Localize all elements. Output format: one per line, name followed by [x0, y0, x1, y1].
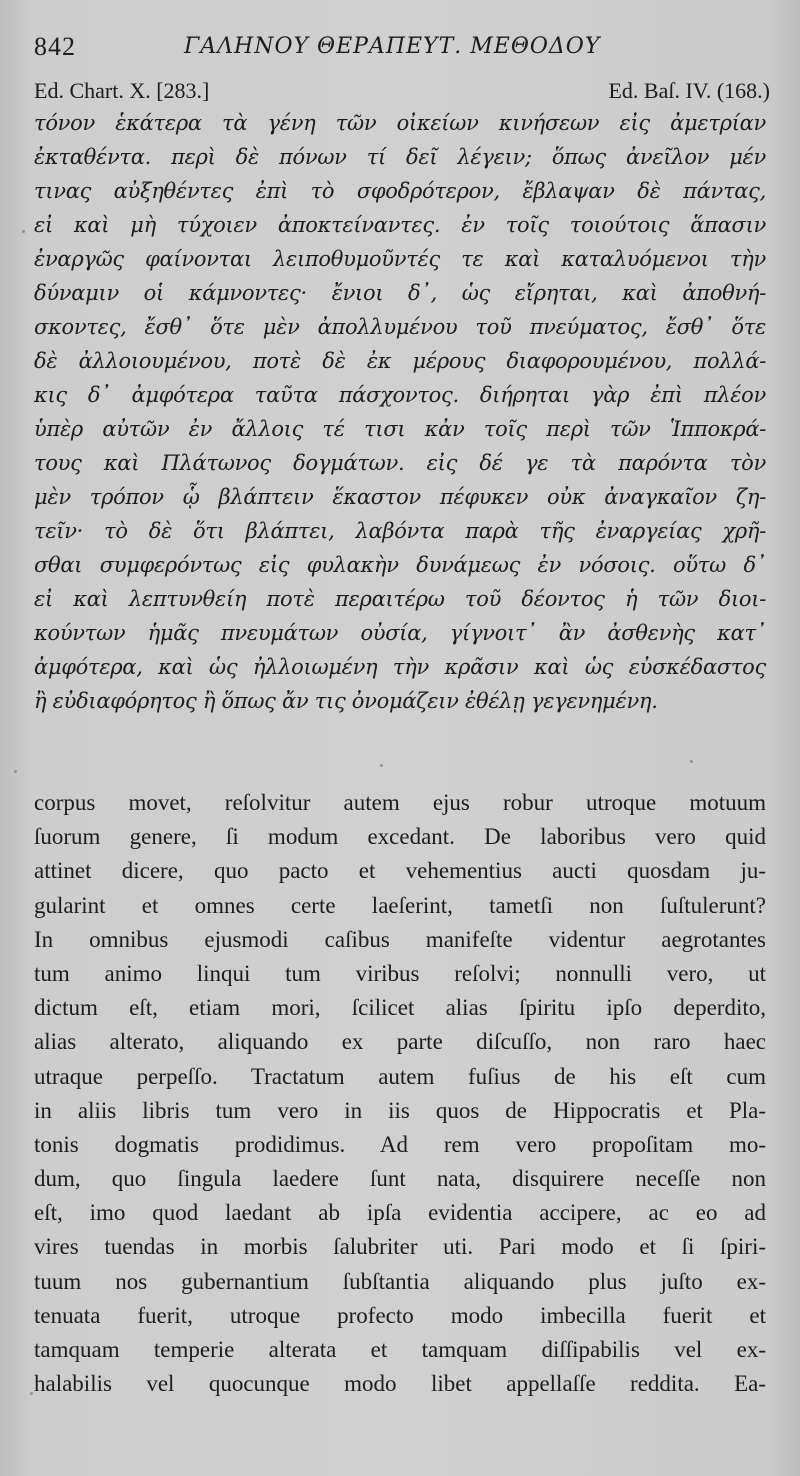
running-head: ΓΑΛΗΝΟΥ ΘΕΡΑΠΕΥΤ. ΜΕΘΟΔΟΥ	[184, 34, 601, 59]
greek-line: σκοντες, ἔσθ᾽ ὅτε μὲν ἀπολλυμένου τοῦ πνεύματος, ἔσθ᾽ ὅτε	[34, 315, 766, 339]
greek-line: τινας αὐξηθέντες ἐπὶ τὸ σφοδρότερον, ἔβλαψαν δὲ πάντας,	[34, 179, 766, 203]
greek-line: δὲ ἀλλοιουμένου, ποτὲ δὲ ἐκ μέρους διαφορουμένου, πολλά-	[34, 349, 766, 373]
greek-line: ἢ εὐδιαφόρητος ἢ ὅπως ἄν τις ὀνομάζειν ἐθέλῃ γεγενημένη.	[34, 689, 658, 713]
paper-speck	[380, 764, 383, 767]
latin-line: attinet dicere, quo pacto et vehementius aucti quosdam ju-	[34, 858, 766, 884]
edition-basel: Ed. Baſ. IV. (168.)	[608, 78, 770, 103]
paper-speck	[690, 760, 693, 763]
latin-line: In omnibus ejusmodi caſibus manifeſte videntur aegrotantes	[34, 926, 766, 952]
greek-line: εἰ καὶ λεπτυνθείη ποτὲ περαιτέρω τοῦ δέοντος ἡ τῶν διοι-	[34, 587, 766, 611]
greek-text-block	[34, 106, 766, 718]
edition-chartier: Ed. Chart. X. [283.]	[34, 78, 210, 103]
latin-line: dum, quo ſingula laedere ſunt nata, disquirere neceſſe non	[34, 1166, 766, 1192]
greek-line: ἀμφότερα, καὶ ὡς ἠλλοιωμένη τὴν κρᾶσιν καὶ ὡς εὐσκέδαστος	[34, 655, 766, 679]
latin-line: tamquam temperie alterata et tamquam diſſipabilis vel ex-	[34, 1337, 766, 1362]
latin-line: in aliis libris tum vero in iis quos de Hippocratis et Pla-	[34, 1097, 766, 1123]
page-number: 842	[34, 32, 76, 61]
latin-line: tuum nos gubernantium ſubſtantia aliquando plus juſto ex-	[34, 1268, 766, 1294]
latin-line: dictum eſt, etiam mori, ſcilicet alias ſpiritu ipſo deperdito,	[34, 995, 766, 1021]
greek-line: τεῖν· τὸ δὲ ὅτι βλάπτει, λαβόντα παρὰ τῆς ἐναργείας χρῆ-	[34, 519, 766, 543]
latin-line: eſt, imo quod laedant ab ipſa evidentia accipere, ac eo ad	[34, 1200, 766, 1226]
latin-line: tum animo linqui tum viribus reſolvi; nonnulli vero, ut	[34, 960, 766, 986]
greek-line: τους καὶ Πλάτωνος δογμάτων. εἰς δέ γε τὰ παρόντα τὸν	[34, 451, 766, 475]
latin-line: vires tuendas in morbis ſalubriter uti. Pari modo et ſi ſpiri-	[34, 1234, 766, 1260]
latin-line: corpus movet, reſolvitur autem ejus robur utroque motuum	[34, 790, 766, 815]
greek-line: ἐκταθέντα. περὶ δὲ πόνων τί δεῖ λέγειν; ὅπως ἀνεῖλον μέν	[34, 145, 766, 169]
paper-speck	[30, 1392, 33, 1395]
greek-line: σθαι συμφερόντως εἰς φυλακὴν δυνάμεως ἐν νόσοις. οὕτω δ᾽	[34, 553, 766, 577]
latin-line: tenuata fuerit, utroque profecto modo imbecilla fuerit et	[34, 1302, 766, 1328]
paper-speck	[22, 230, 25, 233]
latin-text-block	[34, 786, 766, 1401]
greek-line: κούντων ἡμᾶς πνευμάτων οὐσία, γίγνοιτ᾽ ἂν ἀσθενὴς κατ᾽	[34, 621, 766, 645]
latin-line: halabilis vel quocunque modo libet appellaſſe reddita. Ea-	[34, 1371, 766, 1397]
greek-line: ὑπὲρ αὐτῶν ἐν ἄλλοις τέ τισι κἀν τοῖς περὶ τῶν Ἱπποκρά-	[34, 417, 766, 441]
latin-line: gularint et omnes certe laeſerint, tametſi non ſuſtulerunt?	[34, 892, 766, 918]
greek-line: εἰ καὶ μὴ τύχοιεν ἀποκτείναντες. ἐν τοῖς τοιούτοις ἅπασιν	[34, 213, 766, 237]
page-header	[34, 32, 766, 72]
greek-line: μὲν τρόπον ᾧ βλάπτειν ἕκαστον πέφυκεν οὐκ ἀναγκαῖον ζη-	[34, 485, 766, 509]
greek-line: κις δ᾽ ἀμφότερα ταῦτα πάσχοντος. διήρηται γὰρ ἐπὶ πλέον	[34, 383, 766, 407]
latin-line: ſuorum genere, ſi modum excedant. De laboribus vero quid	[34, 824, 766, 850]
paper-speck	[14, 770, 17, 773]
latin-line: tonis dogmatis prodidimus. Ad rem vero propoſitam mo-	[34, 1131, 766, 1157]
latin-line: utraque perpeſſo. Tractatum autem fuſius de his eſt cum	[34, 1063, 766, 1089]
latin-line: alias alterato, aliquando ex parte diſcuſſo, non raro haec	[34, 1029, 766, 1055]
greek-line: δύναμιν οἱ κάμνοντες· ἔνιοι δ᾽, ὡς εἴρηται, καὶ ἀποθνή-	[34, 281, 766, 305]
greek-line: ἐναργῶς φαίνονται λειποθυμοῦντές τε καὶ καταλυόμενοι τὴν	[34, 247, 766, 271]
edition-references	[34, 78, 770, 108]
greek-line: τόνον ἑκάτερα τὰ γένη τῶν οἰκείων κινήσεων εἰς ἀμετρίαν	[34, 111, 766, 135]
